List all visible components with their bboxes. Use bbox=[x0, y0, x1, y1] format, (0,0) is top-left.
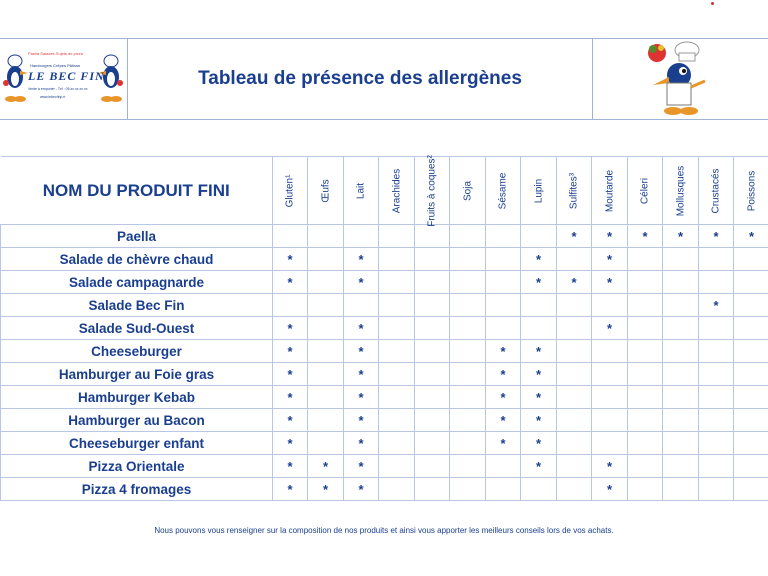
allergen-cell bbox=[699, 271, 734, 294]
product-name: Pizza Orientale bbox=[1, 455, 273, 478]
allergen-present-mark: * bbox=[273, 478, 308, 501]
allergen-cell bbox=[628, 363, 663, 386]
allergen-cell bbox=[308, 248, 344, 271]
allergen-cell bbox=[663, 340, 699, 363]
allergen-cell bbox=[415, 317, 450, 340]
allergen-cell bbox=[628, 386, 663, 409]
table-row bbox=[1, 248, 768, 271]
allergen-cell bbox=[415, 225, 450, 248]
allergen-cell bbox=[415, 386, 450, 409]
allergen-present-mark: * bbox=[521, 409, 557, 432]
allergen-cell bbox=[699, 248, 734, 271]
allergen-cell bbox=[415, 248, 450, 271]
allergen-table bbox=[0, 156, 768, 501]
allergen-cell bbox=[734, 386, 768, 409]
allergen-cell bbox=[592, 386, 628, 409]
allergen-cell bbox=[379, 455, 415, 478]
allergen-column-header bbox=[486, 157, 521, 225]
allergen-label: Lupin bbox=[533, 178, 544, 203]
allergen-column-header bbox=[415, 154, 450, 227]
allergen-cell bbox=[521, 317, 557, 340]
allergen-present-mark: * bbox=[521, 386, 557, 409]
allergen-cell bbox=[734, 455, 768, 478]
footer-note: Nous pouvons vous renseigner sur la composition de nos produits et ainsi vous apporter les meilleurs conseils lors de vos achats. bbox=[154, 526, 614, 535]
allergen-cell bbox=[273, 294, 308, 317]
allergen-cell bbox=[663, 432, 699, 455]
allergen-label: Moutarde bbox=[604, 169, 615, 212]
table-row bbox=[1, 271, 768, 294]
allergen-present-mark: * bbox=[521, 455, 557, 478]
allergen-cell bbox=[557, 363, 592, 386]
logo-name: LE BEC FIN bbox=[28, 69, 105, 83]
allergen-cell bbox=[734, 478, 768, 501]
mascot bbox=[592, 39, 768, 119]
allergen-present-mark: * bbox=[344, 248, 379, 271]
allergen-present-mark: * bbox=[592, 478, 628, 501]
allergen-cell bbox=[663, 363, 699, 386]
allergen-cell bbox=[450, 317, 486, 340]
allergen-present-mark: * bbox=[344, 363, 379, 386]
allergen-cell bbox=[557, 248, 592, 271]
allergen-cell bbox=[450, 409, 486, 432]
allergen-cell bbox=[663, 409, 699, 432]
allergen-present-mark: * bbox=[344, 271, 379, 294]
allergen-cell bbox=[450, 248, 486, 271]
allergen-cell bbox=[415, 478, 450, 501]
allergen-cell bbox=[344, 294, 379, 317]
allergen-present-mark: * bbox=[344, 432, 379, 455]
allergen-cell bbox=[308, 294, 344, 317]
allergen-present-mark: * bbox=[273, 409, 308, 432]
allergen-cell bbox=[379, 317, 415, 340]
allergen-cell bbox=[592, 432, 628, 455]
allergen-cell bbox=[379, 432, 415, 455]
allergen-cell bbox=[699, 363, 734, 386]
allergen-cell bbox=[734, 409, 768, 432]
allergen-cell bbox=[592, 409, 628, 432]
allergen-cell bbox=[557, 386, 592, 409]
allergen-cell bbox=[379, 386, 415, 409]
allergen-present-mark: * bbox=[344, 478, 379, 501]
logo-tagline: Paella Salades Sujets de pizza bbox=[28, 51, 83, 56]
allergen-label: Gluten¹ bbox=[284, 174, 296, 207]
allergen-cell bbox=[450, 455, 486, 478]
allergen-present-mark: * bbox=[486, 340, 521, 363]
allergen-cell bbox=[308, 225, 344, 248]
allergen-present-mark: * bbox=[273, 271, 308, 294]
allergen-present-mark: * bbox=[273, 340, 308, 363]
allergen-present-mark: * bbox=[273, 455, 308, 478]
allergen-cell bbox=[628, 409, 663, 432]
allergen-cell bbox=[308, 432, 344, 455]
allergen-cell bbox=[415, 409, 450, 432]
allergen-cell bbox=[557, 340, 592, 363]
allergen-label: Mollusques bbox=[675, 165, 686, 216]
product-name: Paella bbox=[1, 225, 273, 248]
allergen-present-mark: * bbox=[273, 248, 308, 271]
allergen-present-mark: * bbox=[592, 225, 628, 248]
table-row bbox=[1, 340, 768, 363]
allergen-label: Sulfites³ bbox=[568, 172, 580, 209]
allergen-cell bbox=[379, 248, 415, 271]
allergen-label: Crustacés bbox=[710, 167, 722, 214]
page-header bbox=[0, 38, 768, 120]
allergen-column-header bbox=[734, 157, 768, 225]
allergen-cell bbox=[486, 225, 521, 248]
allergen-present-mark: * bbox=[521, 363, 557, 386]
product-name: Hamburger Kebab bbox=[1, 386, 273, 409]
allergen-present-mark: * bbox=[592, 455, 628, 478]
allergen-cell bbox=[734, 271, 768, 294]
allergen-cell bbox=[734, 432, 768, 455]
allergen-present-mark: * bbox=[273, 386, 308, 409]
page-title: Tableau de présence des allergènes bbox=[198, 68, 522, 89]
allergen-cell bbox=[663, 386, 699, 409]
allergen-cell bbox=[450, 432, 486, 455]
allergen-cell bbox=[734, 294, 768, 317]
allergen-present-mark: * bbox=[521, 271, 557, 294]
allergen-cell bbox=[521, 478, 557, 501]
allergen-cell bbox=[415, 363, 450, 386]
allergen-cell bbox=[379, 271, 415, 294]
allergen-present-mark: * bbox=[592, 317, 628, 340]
logo-tagline-2: Hamburgers Crêpes Pâtisse bbox=[30, 63, 81, 68]
allergen-cell bbox=[557, 317, 592, 340]
allergen-column-header bbox=[308, 157, 344, 225]
allergen-cell bbox=[699, 340, 734, 363]
allergen-column-header bbox=[592, 157, 628, 225]
allergen-cell bbox=[450, 340, 486, 363]
allergen-present-mark: * bbox=[486, 409, 521, 432]
allergen-label: Fruits à coques² bbox=[426, 154, 438, 227]
allergen-column-header bbox=[521, 157, 557, 225]
allergen-cell bbox=[663, 294, 699, 317]
product-name: Cheeseburger bbox=[1, 340, 273, 363]
table-row bbox=[1, 386, 768, 409]
allergen-present-mark: * bbox=[486, 386, 521, 409]
table-row bbox=[1, 478, 768, 501]
allergen-cell bbox=[450, 294, 486, 317]
table-row bbox=[1, 432, 768, 455]
product-name: Salade Bec Fin bbox=[1, 294, 273, 317]
allergen-present-mark: * bbox=[699, 294, 734, 317]
allergen-cell bbox=[699, 317, 734, 340]
allergen-cell bbox=[379, 225, 415, 248]
allergen-cell bbox=[450, 478, 486, 501]
table-row bbox=[1, 317, 768, 340]
allergen-column-header bbox=[379, 157, 415, 225]
allergen-present-mark: * bbox=[344, 386, 379, 409]
allergen-column-header bbox=[557, 157, 592, 225]
allergen-present-mark: * bbox=[663, 225, 699, 248]
allergen-column-header bbox=[344, 157, 379, 225]
chef-bird-icon bbox=[643, 41, 709, 117]
allergen-cell bbox=[699, 432, 734, 455]
allergen-cell bbox=[486, 271, 521, 294]
allergen-present-mark: * bbox=[592, 248, 628, 271]
allergen-cell bbox=[308, 271, 344, 294]
allergen-cell bbox=[699, 409, 734, 432]
allergen-present-mark: * bbox=[521, 340, 557, 363]
allergen-cell bbox=[628, 294, 663, 317]
allergen-column-header bbox=[663, 157, 699, 225]
allergen-label: Poissons bbox=[746, 170, 757, 211]
allergen-cell bbox=[628, 271, 663, 294]
allergen-cell bbox=[557, 409, 592, 432]
allergen-cell bbox=[486, 478, 521, 501]
allergen-column-header bbox=[450, 157, 486, 225]
allergen-present-mark: * bbox=[344, 340, 379, 363]
product-name: Cheeseburger enfant bbox=[1, 432, 273, 455]
allergen-cell bbox=[415, 294, 450, 317]
logo bbox=[0, 39, 128, 119]
allergen-cell bbox=[663, 455, 699, 478]
allergen-cell bbox=[308, 386, 344, 409]
allergen-cell bbox=[415, 340, 450, 363]
allergen-cell bbox=[486, 455, 521, 478]
allergen-cell bbox=[734, 363, 768, 386]
product-name: Hamburger au Foie gras bbox=[1, 363, 273, 386]
allergen-present-mark: * bbox=[273, 363, 308, 386]
allergen-cell bbox=[592, 340, 628, 363]
allergen-column-header bbox=[273, 157, 308, 225]
allergen-column-header bbox=[699, 157, 734, 225]
product-name: Salade Sud-Ouest bbox=[1, 317, 273, 340]
allergen-cell bbox=[486, 294, 521, 317]
table-body bbox=[1, 225, 768, 501]
scan-speck bbox=[711, 2, 714, 5]
allergen-cell bbox=[308, 340, 344, 363]
allergen-cell bbox=[521, 225, 557, 248]
allergen-cell bbox=[663, 478, 699, 501]
allergen-cell bbox=[415, 455, 450, 478]
logo-contact: Vente à emporter - Tél : 05.xx.xx.xx.xx bbox=[28, 87, 88, 91]
allergen-cell bbox=[486, 248, 521, 271]
allergen-cell bbox=[699, 455, 734, 478]
allergen-cell bbox=[379, 363, 415, 386]
allergen-cell bbox=[486, 317, 521, 340]
product-name: Hamburger au Bacon bbox=[1, 409, 273, 432]
allergen-cell bbox=[308, 317, 344, 340]
allergen-cell bbox=[557, 455, 592, 478]
allergen-cell bbox=[557, 294, 592, 317]
allergen-cell bbox=[592, 363, 628, 386]
table-header-row bbox=[1, 157, 768, 225]
table-row bbox=[1, 363, 768, 386]
allergen-present-mark: * bbox=[273, 317, 308, 340]
allergen-label: Céleri bbox=[639, 177, 651, 204]
allergen-present-mark: * bbox=[344, 455, 379, 478]
allergen-present-mark: * bbox=[628, 225, 663, 248]
allergen-cell bbox=[521, 294, 557, 317]
allergen-cell bbox=[734, 248, 768, 271]
allergen-cell bbox=[415, 271, 450, 294]
allergen-cell bbox=[308, 409, 344, 432]
allergen-present-mark: * bbox=[734, 225, 768, 248]
allergen-present-mark: * bbox=[521, 248, 557, 271]
allergen-cell bbox=[379, 294, 415, 317]
logo-bird-left-icon bbox=[2, 53, 28, 105]
allergen-cell bbox=[663, 248, 699, 271]
table-row bbox=[1, 455, 768, 478]
allergen-cell bbox=[699, 478, 734, 501]
allergen-cell bbox=[450, 225, 486, 248]
table-row bbox=[1, 409, 768, 432]
product-column-header: NOM DU PRODUIT FINI bbox=[1, 157, 273, 225]
allergen-present-mark: * bbox=[486, 363, 521, 386]
allergen-present-mark: * bbox=[592, 271, 628, 294]
allergen-cell bbox=[628, 432, 663, 455]
allergen-cell bbox=[592, 294, 628, 317]
allergen-cell bbox=[308, 363, 344, 386]
allergen-label: Sésame bbox=[497, 172, 509, 209]
allergen-cell bbox=[450, 271, 486, 294]
product-name: Pizza 4 fromages bbox=[1, 478, 273, 501]
allergen-cell bbox=[450, 386, 486, 409]
allergen-present-mark: * bbox=[521, 432, 557, 455]
table-row bbox=[1, 225, 768, 248]
logo-website: www.lebecfinp.fr bbox=[40, 95, 66, 99]
allergen-cell bbox=[628, 248, 663, 271]
allergen-cell bbox=[450, 363, 486, 386]
allergen-cell bbox=[557, 478, 592, 501]
allergen-cell bbox=[344, 225, 379, 248]
allergen-label: Arachides bbox=[391, 168, 402, 213]
allergen-cell bbox=[734, 340, 768, 363]
allergen-present-mark: * bbox=[344, 409, 379, 432]
allergen-cell bbox=[663, 317, 699, 340]
allergen-cell bbox=[557, 432, 592, 455]
allergen-cell bbox=[734, 317, 768, 340]
allergen-label: Soja bbox=[462, 180, 473, 201]
product-name: Salade de chèvre chaud bbox=[1, 248, 273, 271]
allergen-cell bbox=[379, 409, 415, 432]
allergen-cell bbox=[628, 317, 663, 340]
table-row bbox=[1, 294, 768, 317]
allergen-cell bbox=[379, 478, 415, 501]
product-name: Salade campagnarde bbox=[1, 271, 273, 294]
allergen-present-mark: * bbox=[557, 225, 592, 248]
allergen-present-mark: * bbox=[486, 432, 521, 455]
allergen-cell bbox=[663, 271, 699, 294]
allergen-present-mark: * bbox=[557, 271, 592, 294]
allergen-present-mark: * bbox=[308, 455, 344, 478]
allergen-present-mark: * bbox=[273, 432, 308, 455]
allergen-present-mark: * bbox=[699, 225, 734, 248]
allergen-cell bbox=[628, 340, 663, 363]
allergen-cell bbox=[415, 432, 450, 455]
allergen-present-mark: * bbox=[308, 478, 344, 501]
allergen-cell bbox=[273, 225, 308, 248]
allergen-cell bbox=[628, 455, 663, 478]
allergen-cell bbox=[379, 340, 415, 363]
allergen-cell bbox=[628, 478, 663, 501]
allergen-label: Lait bbox=[355, 182, 367, 199]
allergen-cell bbox=[699, 386, 734, 409]
allergen-present-mark: * bbox=[344, 317, 379, 340]
allergen-column-header bbox=[628, 157, 663, 225]
allergen-label: Œufs bbox=[320, 178, 331, 203]
